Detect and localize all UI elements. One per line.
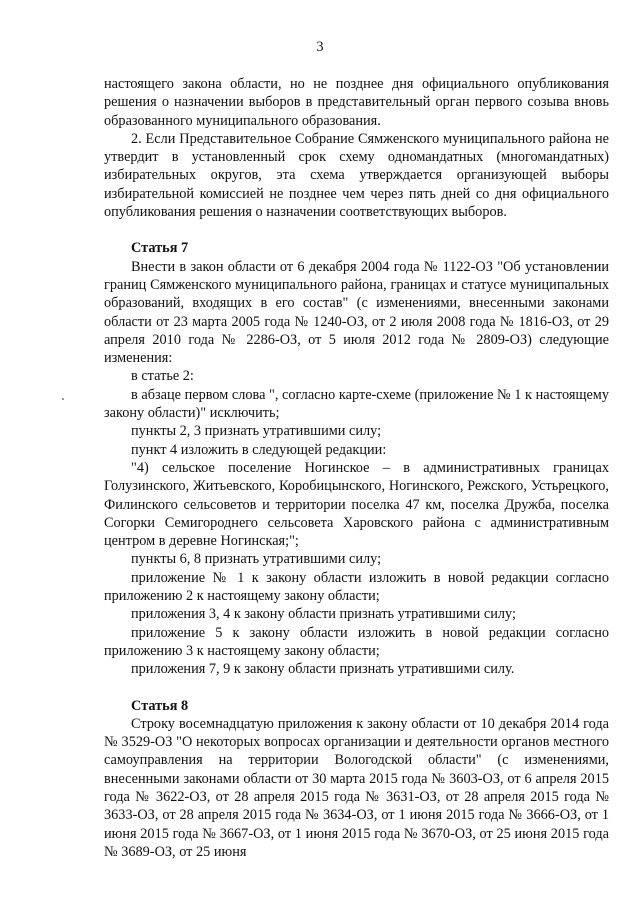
- article-7-line: в абзаце первом слова ", согласно карте-схеме (приложение № 1 к настоящему закону области)" исключить;: [104, 386, 609, 422]
- article-7-line: приложения 3, 4 к закону области признать утратившими силу;: [131, 606, 516, 623]
- document-body: [104, 75, 609, 861]
- article-7-line: в статье 2:: [131, 368, 194, 385]
- article-7-line: пункты 6, 8 признать утратившими силу;: [131, 551, 382, 568]
- paragraph-continuation: настоящего закона области, но не позднее дня официального опубликования решения о назначении выборов в представительный орган первого созыва вновь образованного муниципального образования.: [104, 76, 609, 129]
- article-7-line: приложение № 1 к закону области изложить в новой редакции согласно приложению 2 к настоящему закону области;: [104, 569, 609, 605]
- article-7-line: приложение 5 к закону области изложить в новой редакции согласно приложению 3 к настоящему закону области;: [104, 624, 609, 659]
- article-7-line: приложения 7, 9 к закону области признать утратившими силу.: [131, 661, 515, 678]
- article-8-heading: Статья 8: [131, 697, 189, 714]
- article-7-heading: Статья 7: [131, 240, 189, 257]
- article-8-text: Строку восемнадцатую приложения к закону области от 10 декабря 2014 года № 3529-ОЗ "О некоторых вопросах организации и деятельности органов местного самоуправления на территории Вологодской области" (с изменениями, внесенными законами области от 30 марта 2015 года № 3603-ОЗ, от 6 апреля 2015 года № 3622-ОЗ, от 28 апреля 2015 года № 3631-ОЗ, от 28 апреля 2015 года № 3633-ОЗ, от 28 апреля 2015 года № 3634-ОЗ, от 1 июня 2015 года № 3666-ОЗ, от 1 июня 2015 года № 3667-ОЗ, от 1 июня 2015 года № 3670-ОЗ, от 25 июня 2015 года № 3689-ОЗ, от 25 июня: [104, 715, 609, 860]
- article-7-line: пункты 2, 3 признать утратившими силу;: [131, 423, 382, 440]
- page-number: 3: [316, 39, 324, 55]
- scan-speck: [62, 398, 64, 400]
- article-7-intro: Внести в закон области от 6 декабря 2004 года № 1122-ОЗ "Об установлении границ Сямженского муниципального района, границах и статусе муниципальных образований, входящих в его состав" (с изменениями, внесенными законами области от 23 марта 2005 года № 1240-ОЗ, от 2 июля 2008 года № 1816-ОЗ, от 29 апреля 2010 года № 2286-ОЗ, от 5 июля 2012 года № 2809-ОЗ) следующие изменения:: [104, 258, 609, 367]
- paragraph-item-2: 2. Если Представительное Собрание Сямженского муниципального района не утвердит в установленный срок схему одномандатных (многомандатных) избирательных округов, эта схема утверждается организующей выборы избирательной комиссией не позднее чем через пять дней со дня официального опубликования решения о назначении соответствующих выборов.: [104, 130, 609, 221]
- article-7-quote: "4) сельское поселение Ногинское – в административных границах Голузинского, Житьевского, Коробицынского, Ногинского, Режского, Устьрецкого, Филинского сельсоветов и территории поселка 47 км, поселка Дружба, поселка Согорки Семигороднего сельсовета Харовского района с административным центром в деревне Ногинская;";: [104, 459, 609, 550]
- article-7-line: пункт 4 изложить в следующей редакции:: [131, 441, 387, 458]
